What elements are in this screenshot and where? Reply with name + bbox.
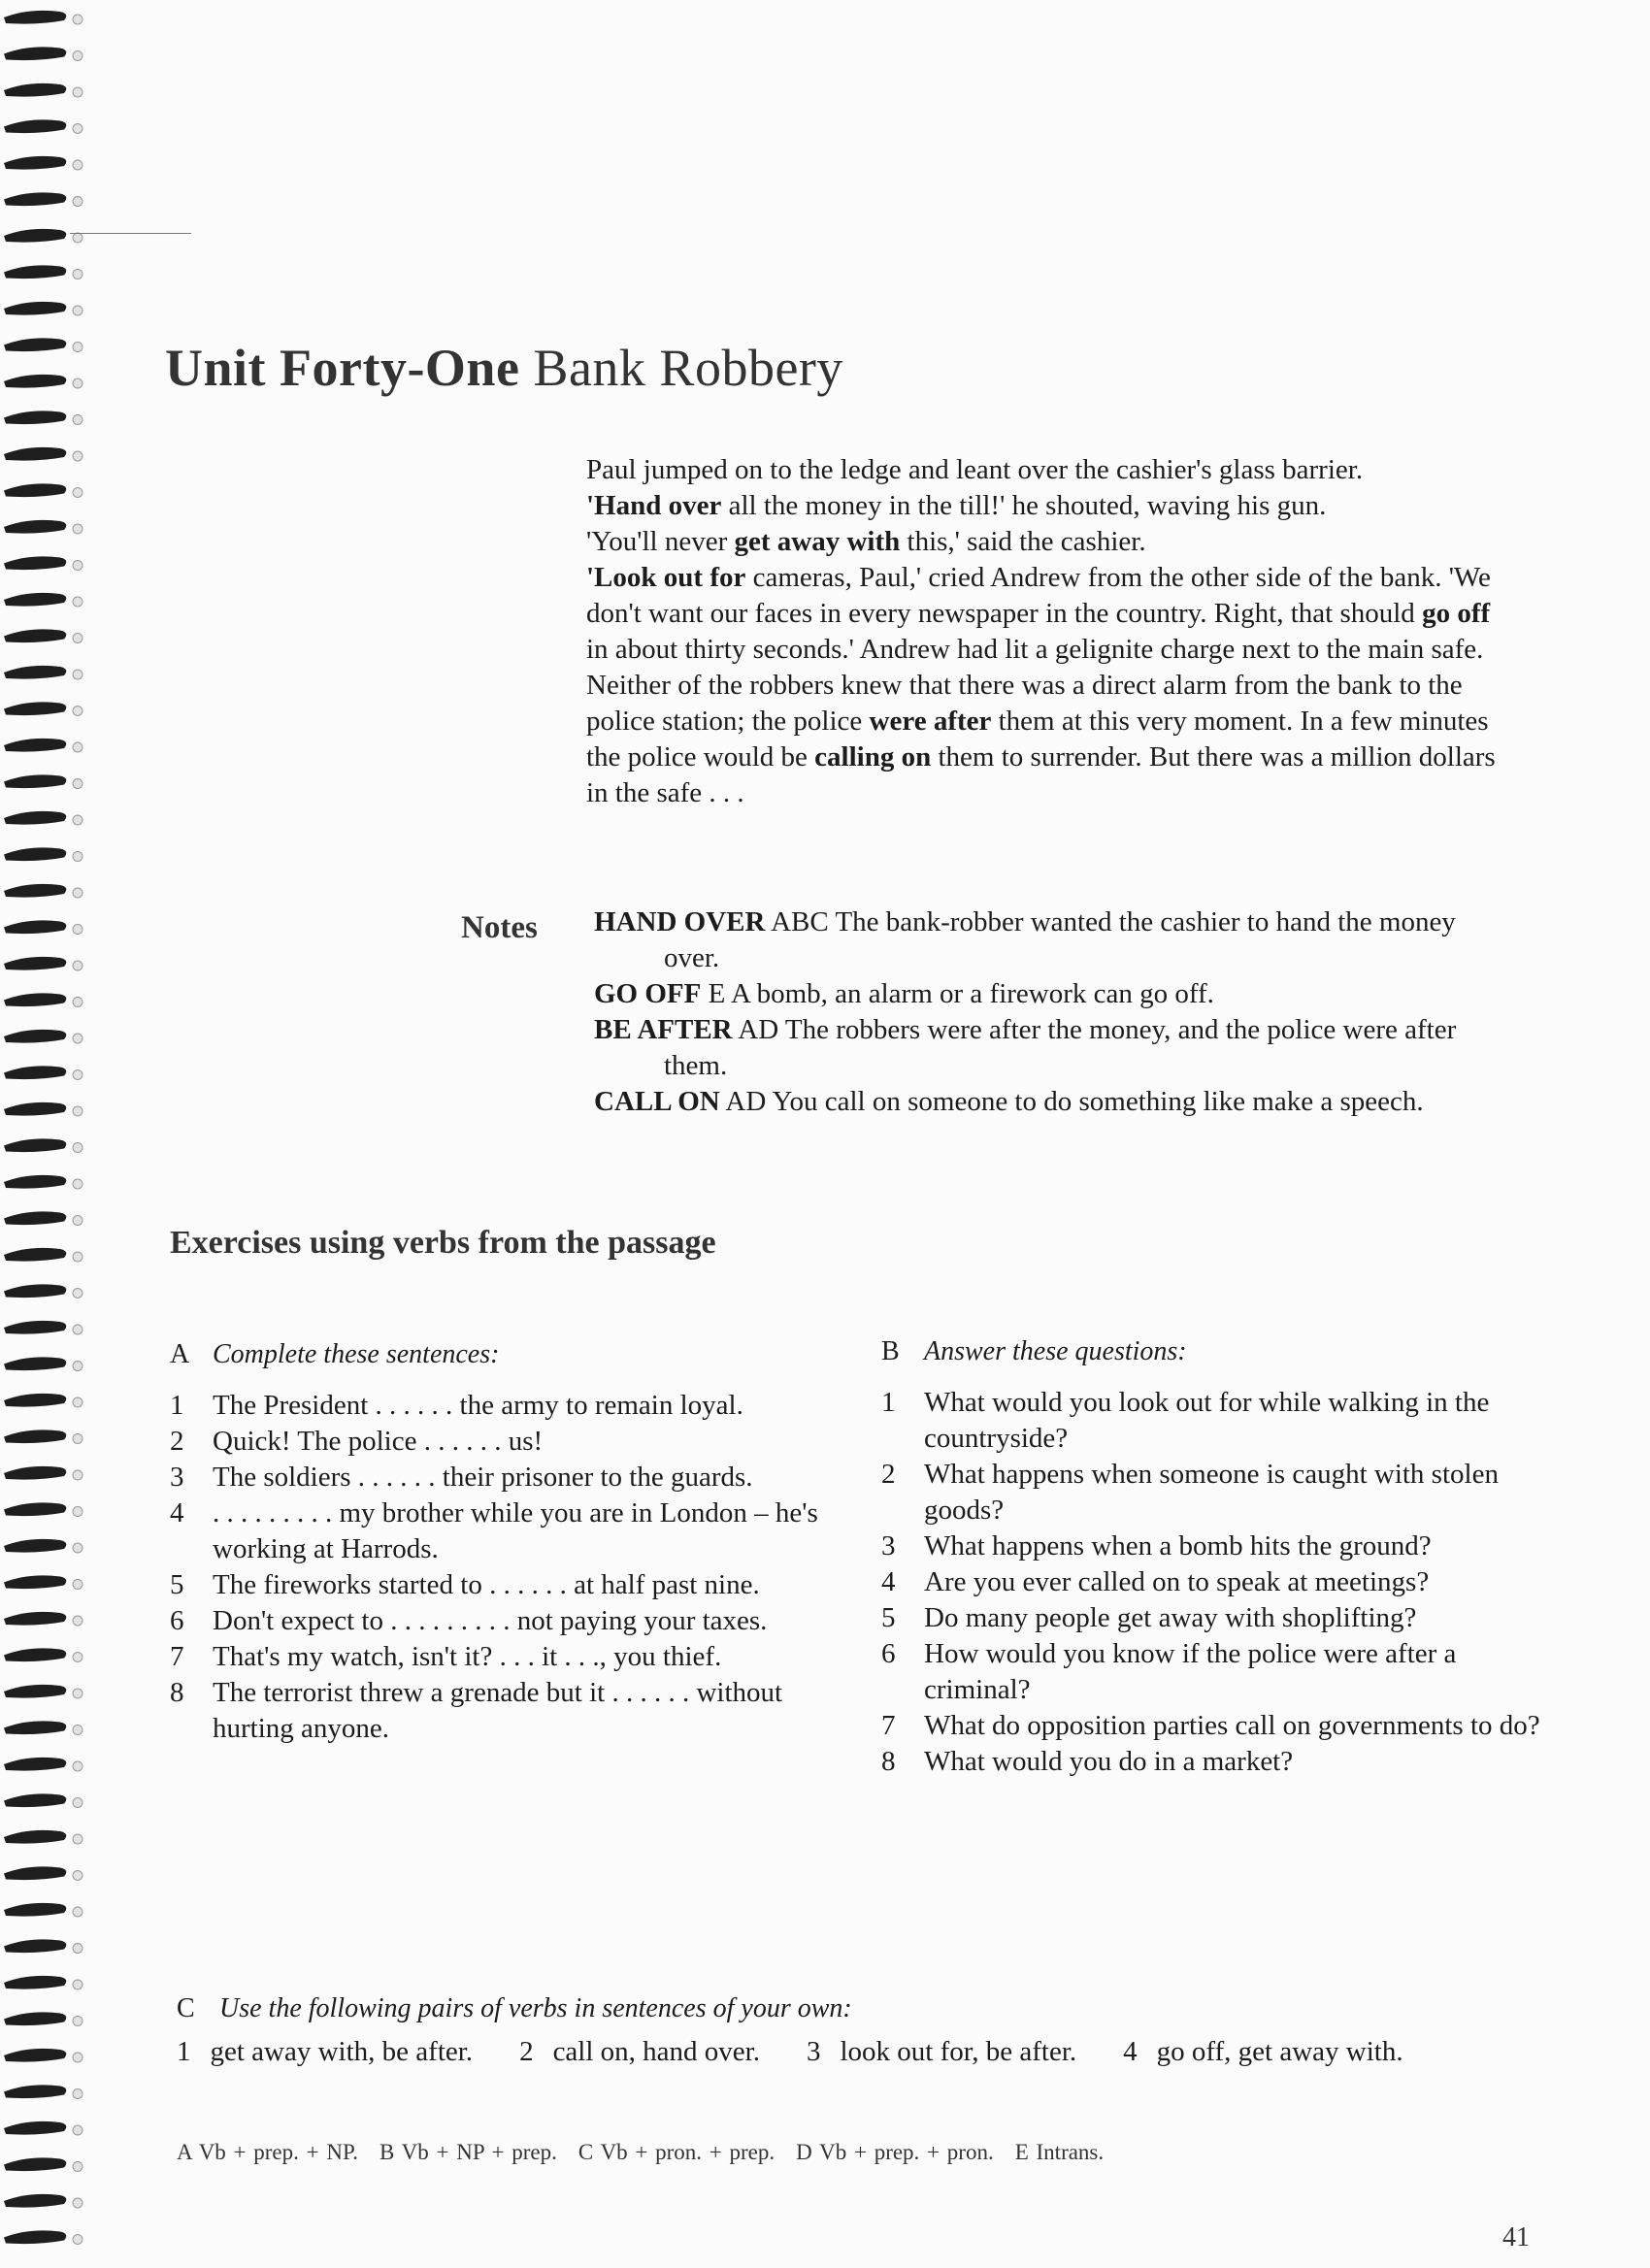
item-text: Quick! The police . . . . . . us! <box>213 1426 544 1457</box>
spiral-coil-icon <box>4 556 66 570</box>
key-code: B <box>379 2140 402 2164</box>
spiral-coil-icon <box>4 1575 66 1589</box>
spiral-coil-icon <box>4 1866 66 1880</box>
item-text: Don't expect to . . . . . . . . . not paying your taxes. <box>213 1605 768 1636</box>
spiral-coil-icon <box>4 1539 66 1553</box>
spiral-coil-icon <box>4 1648 66 1661</box>
spiral-coil-icon <box>4 302 66 315</box>
phrasal-verb: get away with <box>734 526 901 557</box>
punch-hole-icon <box>73 1289 82 1298</box>
item-number: 4 <box>881 1566 896 1597</box>
punch-hole-icon <box>73 270 82 279</box>
item-number: 7 <box>170 1641 184 1672</box>
note-text: You call on someone to do something like make a speech. <box>772 1086 1424 1117</box>
spiral-coil-icon <box>4 338 66 351</box>
punch-hole-icon <box>73 15 82 24</box>
item-text: The fireworks started to . . . . . . at half past nine. <box>213 1569 760 1600</box>
list-item <box>170 1603 830 1639</box>
list-item <box>881 1744 1541 1780</box>
punch-hole-icon <box>73 415 82 425</box>
punch-hole-icon <box>73 888 82 898</box>
spiral-coil-icon <box>4 1284 66 1298</box>
punch-hole-icon <box>73 670 82 679</box>
punch-hole-icon <box>73 1798 82 1808</box>
phrasal-verb: go off <box>1422 598 1491 629</box>
spiral-coil-icon <box>4 2012 66 2025</box>
phrasal-verb: 'Look out for <box>586 562 746 593</box>
spiral-coil-icon <box>4 83 66 97</box>
punch-hole-icon <box>73 51 82 61</box>
spiral-coil-icon <box>4 2085 66 2098</box>
list-item <box>170 1567 830 1603</box>
spiral-coil-icon <box>4 119 66 133</box>
punch-hole-icon <box>73 1761 82 1771</box>
spiral-coil-icon <box>4 447 66 461</box>
item-text: Do many people get away with shoplifting? <box>924 1602 1417 1633</box>
passage-text: 'You'll never <box>586 526 735 557</box>
note-pattern-code: E <box>701 978 731 1009</box>
key-code: D <box>796 2140 820 2164</box>
unit-number: Unit Forty-One <box>165 339 520 397</box>
punch-hole-icon <box>73 451 82 461</box>
spiral-coil-icon <box>4 1685 66 1698</box>
spiral-coil-icon <box>4 483 66 497</box>
note-verb: HAND OVER <box>594 906 766 937</box>
punch-hole-icon <box>73 378 82 388</box>
punch-hole-icon <box>73 124 82 134</box>
section-a-list <box>170 1388 830 1747</box>
note-item <box>594 1084 1506 1120</box>
section-a-heading: A Complete these sentences: <box>170 1339 500 1369</box>
key-code: C <box>578 2140 601 2164</box>
item-text: get away with, be after. <box>210 2036 474 2067</box>
punch-hole-icon <box>73 197 82 207</box>
item-text: What do opposition parties call on governments to do? <box>924 1710 1540 1741</box>
key-entry <box>578 2140 775 2164</box>
spiral-coil-icon <box>4 2157 66 2171</box>
punch-hole-icon <box>73 852 82 862</box>
punch-hole-icon <box>73 524 82 534</box>
punch-hole-icon <box>73 1980 82 1989</box>
punch-hole-icon <box>73 1143 82 1153</box>
punch-hole-icon <box>73 306 82 315</box>
punch-hole-icon <box>73 1543 82 1553</box>
section-a <box>170 1339 830 1747</box>
key-entry <box>796 2140 994 2164</box>
section-c <box>177 1989 1497 2071</box>
item-number: 7 <box>881 1710 896 1741</box>
punch-hole-icon <box>73 742 82 752</box>
item-text: That's my watch, isn't it? . . . it . . ., you thief. <box>213 1641 722 1672</box>
item-text: What happens when someone is caught with stolen goods? <box>924 1459 1499 1526</box>
item-number: 5 <box>881 1602 896 1633</box>
spiral-coil-icon <box>4 375 66 388</box>
spiral-coil-icon <box>4 2049 66 2062</box>
item-number: 6 <box>881 1638 896 1669</box>
passage-text: all the money in the till!' he shouted, waving his gun. <box>721 490 1327 521</box>
spiral-coil-icon <box>4 411 66 424</box>
item-text: How would you know if the police were after a criminal? <box>924 1638 1457 1705</box>
item-number: 1 <box>881 1387 896 1418</box>
punch-hole-icon <box>73 815 82 825</box>
key-entry <box>177 2140 358 2164</box>
punch-hole-icon <box>73 233 82 243</box>
spiral-coil-icon <box>4 2194 66 2208</box>
passage-text: in about thirty seconds.' Andrew had lit a gelignite charge next to the main safe. Neither of the robbers knew that there was a direct alarm from the bank to the police station; the police <box>586 634 1484 737</box>
punch-hole-icon <box>73 925 82 935</box>
punch-hole-icon <box>73 1580 82 1590</box>
punch-hole-icon <box>73 1871 82 1881</box>
passage-text: them at this very moment. In a few minutes the police would be <box>586 706 1489 772</box>
punch-hole-icon <box>73 2089 82 2099</box>
key-description: Vb + NP + prep. <box>401 2140 557 2164</box>
spiral-coil-icon <box>4 1175 66 1189</box>
punch-hole-icon <box>73 1470 82 1480</box>
spiral-coil-icon <box>4 265 66 279</box>
page-title <box>165 338 843 398</box>
punch-hole-icon <box>73 2235 82 2245</box>
item-text: go off, get away with. <box>1156 2036 1403 2067</box>
list-item <box>881 1636 1541 1708</box>
spiral-coil-icon <box>4 1758 66 1771</box>
punch-hole-icon <box>73 1179 82 1189</box>
note-text: The bank-robber wanted the cashier to hand the money over. <box>664 906 1456 973</box>
punch-hole-icon <box>73 1325 82 1334</box>
spiral-coil-icon <box>4 520 66 534</box>
list-item <box>881 1457 1541 1528</box>
item-number: 3 <box>170 1462 184 1493</box>
reading-passage <box>586 452 1499 811</box>
passage-paragraph <box>586 488 1499 524</box>
punch-hole-icon <box>73 1070 82 1080</box>
punch-hole-icon <box>73 1216 82 1226</box>
note-verb: CALL ON <box>594 1086 720 1117</box>
list-item <box>881 1708 1541 1744</box>
spiral-coil-icon <box>4 1357 66 1370</box>
punch-hole-icon <box>73 634 82 643</box>
phrasal-verb: were after <box>869 706 992 737</box>
spiral-coil-icon <box>4 811 66 825</box>
spiral-coil-icon <box>4 593 66 607</box>
passage-paragraph <box>586 560 1499 811</box>
spiral-coil-icon <box>4 1976 66 1989</box>
list-item <box>881 1528 1541 1564</box>
punch-hole-icon <box>73 707 82 716</box>
note-verb: BE AFTER <box>594 1014 733 1045</box>
punch-hole-icon <box>73 998 82 1007</box>
list-item <box>170 1639 830 1675</box>
punch-hole-icon <box>73 2162 82 2172</box>
item-number: 1 <box>170 1390 184 1421</box>
key-code: A <box>177 2140 199 2164</box>
spiral-coil-icon <box>4 1321 66 1334</box>
spiral-coil-icon <box>4 2230 66 2244</box>
punch-hole-icon <box>73 2198 82 2208</box>
item-text: The President . . . . . . the army to remain loyal. <box>213 1390 743 1421</box>
spiral-coil-icon <box>4 156 66 170</box>
spiral-coil-icon <box>4 1394 66 1407</box>
spiral-coil-icon <box>4 11 66 24</box>
item-text: What would you do in a market? <box>924 1746 1294 1777</box>
punch-hole-icon <box>73 1252 82 1262</box>
item-text: . . . . . . . . . my brother while you are in London – he's working at Harrods. <box>213 1497 818 1564</box>
exercises-heading: Exercises using verbs from the passage <box>170 1225 716 1261</box>
spiral-coil-icon <box>4 1030 66 1043</box>
spiral-coil-icon <box>4 993 66 1006</box>
passage-text: them to surrender. But there was a million dollars in the safe . . . <box>586 741 1496 808</box>
spiral-coil-icon <box>4 884 66 898</box>
key-description: Intrans. <box>1036 2140 1105 2164</box>
item-number: 2 <box>881 1459 896 1490</box>
punch-hole-icon <box>73 1726 82 1735</box>
punch-hole-icon <box>73 488 82 498</box>
note-verb: GO OFF <box>594 978 702 1009</box>
item-number: 8 <box>881 1746 896 1777</box>
item-number: 2 <box>170 1426 184 1457</box>
note-text: The robbers were after the money, and the police were after them. <box>664 1014 1457 1081</box>
punch-hole-icon <box>73 1907 82 1917</box>
item-text: What would you look out for while walking in the countryside? <box>924 1387 1490 1454</box>
punch-hole-icon <box>73 1106 82 1116</box>
spiral-coil-icon <box>4 702 66 715</box>
spiral-coil-icon <box>4 1248 66 1262</box>
item-number: 3 <box>806 2036 821 2067</box>
punch-hole-icon <box>73 2053 82 2062</box>
item-text: The soldiers . . . . . . their prisoner to the guards. <box>213 1462 753 1493</box>
item-text: call on, hand over. <box>552 2036 760 2067</box>
key-description: Vb + pron. + prep. <box>600 2140 776 2164</box>
passage-paragraph <box>586 524 1499 560</box>
section-c-list <box>177 2032 1497 2071</box>
list-item <box>170 1496 830 1567</box>
item-number: 6 <box>170 1605 184 1636</box>
key-code: E <box>1014 2140 1037 2164</box>
punch-hole-icon <box>73 1434 82 1444</box>
phrasal-verb: 'Hand over <box>586 490 722 521</box>
notes-list <box>594 904 1506 1120</box>
item-number: 4 <box>170 1497 184 1528</box>
punch-hole-icon <box>73 1397 82 1407</box>
spiral-coil-icon <box>4 666 66 679</box>
list-item <box>170 1424 830 1460</box>
note-pattern-code: AD <box>732 1014 785 1045</box>
punch-hole-icon <box>73 87 82 97</box>
key-description: Vb + prep. + pron. <box>819 2140 994 2164</box>
spiral-coil-icon <box>4 1466 66 1480</box>
spiral-coil-icon <box>4 1066 66 1079</box>
item-text: Are you ever called on to speak at meetings? <box>924 1566 1430 1597</box>
spiral-coil-icon <box>4 1903 66 1917</box>
note-pattern-code: AD <box>719 1086 773 1117</box>
punch-hole-icon <box>73 561 82 571</box>
key-entry <box>1015 2140 1104 2164</box>
punch-hole-icon <box>73 2017 82 2026</box>
section-c-heading: C Use the following pairs of verbs in sentences of your own: <box>177 1993 852 2023</box>
spiral-coil-icon <box>4 1430 66 1443</box>
section-b <box>881 1336 1541 1780</box>
punch-hole-icon <box>73 1944 82 1954</box>
note-item <box>594 1012 1506 1084</box>
list-item <box>881 1564 1541 1600</box>
spiral-coil-icon <box>4 1211 66 1225</box>
spiral-coil-icon <box>4 1102 66 1116</box>
punch-hole-icon <box>73 1616 82 1626</box>
spiral-coil-icon <box>4 47 66 60</box>
punch-hole-icon <box>73 1834 82 1844</box>
notes-heading: Notes <box>461 910 538 945</box>
spiral-coil-icon <box>4 847 66 861</box>
punch-hole-icon <box>73 1362 82 1371</box>
spiral-coil-icon <box>4 1138 66 1152</box>
spiral-coil-icon <box>4 629 66 642</box>
item-number: 5 <box>170 1569 184 1600</box>
list-item <box>170 1675 830 1747</box>
punch-hole-icon <box>73 1034 82 1043</box>
list-item <box>170 1388 830 1424</box>
punch-hole-icon <box>73 1689 82 1698</box>
list-item <box>170 1460 830 1496</box>
item-number: 4 <box>1123 2036 1138 2067</box>
list-item <box>881 1385 1541 1457</box>
item-number: 1 <box>177 2036 191 2067</box>
passage-text: cameras, Paul,' cried Andrew from the other side of the bank. 'We don't want our faces in every newspaper in the country. Right, that should <box>586 562 1491 629</box>
item-number: 3 <box>881 1530 896 1561</box>
note-item <box>594 904 1506 976</box>
punch-hole-icon <box>73 961 82 970</box>
spiral-binding <box>0 0 107 2268</box>
item-text: What happens when a bomb hits the ground? <box>924 1530 1432 1561</box>
item-text: The terrorist threw a grenade but it . . . . . . without hurting anyone. <box>213 1677 783 1744</box>
page-number: 41 <box>1502 2222 1530 2252</box>
spiral-coil-icon <box>4 2121 66 2135</box>
item-text: look out for, be after. <box>840 2036 1077 2067</box>
unit-title: Bank Robbery <box>519 339 843 397</box>
key-description: Vb + prep. + NP. <box>198 2140 358 2164</box>
passage-paragraph <box>586 452 1499 488</box>
verb-pattern-key <box>177 2140 1125 2165</box>
key-entry <box>380 2140 557 2164</box>
punch-hole-icon <box>73 1507 82 1517</box>
item-number: 2 <box>519 2036 534 2067</box>
spiral-coil-icon <box>4 1721 66 1734</box>
note-text: A bomb, an alarm or a firework can go off. <box>730 978 1214 1009</box>
spiral-coil-icon <box>4 192 66 206</box>
punch-hole-icon <box>73 160 82 170</box>
spiral-coil-icon <box>4 774 66 788</box>
spiral-coil-icon <box>4 920 66 934</box>
punch-hole-icon <box>73 343 82 352</box>
punch-hole-icon <box>73 1653 82 1662</box>
item-number: 8 <box>170 1677 184 1708</box>
spiral-coil-icon <box>4 229 66 243</box>
passage-text: this,' said the cashier. <box>900 526 1146 557</box>
spiral-coil-icon <box>4 739 66 752</box>
punch-hole-icon <box>73 597 82 607</box>
spiral-coil-icon <box>4 1793 66 1807</box>
spiral-coil-icon <box>4 1939 66 1953</box>
note-item <box>594 976 1506 1012</box>
list-item <box>881 1600 1541 1636</box>
note-pattern-code: ABC <box>765 906 836 937</box>
section-b-heading: B Answer these questions: <box>881 1336 1187 1366</box>
top-scratch-line <box>70 233 191 234</box>
spiral-coil-icon <box>4 1502 66 1516</box>
spiral-coil-icon <box>4 1612 66 1626</box>
punch-hole-icon <box>73 2125 82 2135</box>
punch-hole-icon <box>73 779 82 789</box>
phrasal-verb: calling on <box>814 741 932 772</box>
spiral-coil-icon <box>4 957 66 970</box>
passage-text: Paul jumped on to the ledge and leant over the cashier's glass barrier. <box>586 454 1364 485</box>
section-b-list <box>881 1385 1541 1780</box>
spiral-coil-icon <box>4 1830 66 1844</box>
